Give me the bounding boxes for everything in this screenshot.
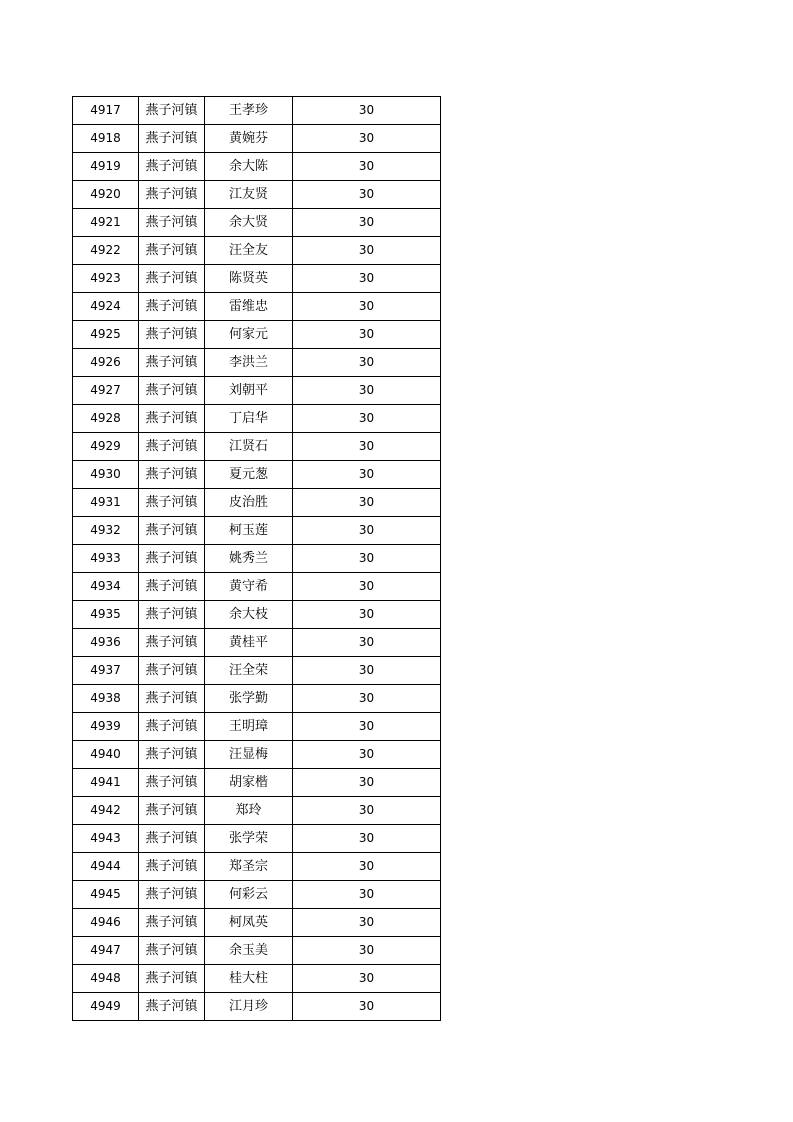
row-town-cell: 燕子河镇 xyxy=(139,825,205,853)
table-row xyxy=(73,657,441,685)
row-town-cell: 燕子河镇 xyxy=(139,377,205,405)
row-name-cell: 余大贤 xyxy=(205,209,293,237)
row-name-cell: 柯凤英 xyxy=(205,909,293,937)
row-town-cell: 燕子河镇 xyxy=(139,713,205,741)
row-amount-cell: 30 xyxy=(293,545,441,573)
table-row xyxy=(73,797,441,825)
row-amount-cell: 30 xyxy=(293,825,441,853)
table-row xyxy=(73,377,441,405)
row-amount-cell: 30 xyxy=(293,377,441,405)
row-id-cell: 4920 xyxy=(73,181,139,209)
table-row xyxy=(73,125,441,153)
row-id-cell: 4922 xyxy=(73,237,139,265)
row-name-cell: 余大枝 xyxy=(205,601,293,629)
row-id-cell: 4918 xyxy=(73,125,139,153)
roster-table-body xyxy=(73,97,441,1021)
row-name-cell: 汪全友 xyxy=(205,237,293,265)
row-amount-cell: 30 xyxy=(293,853,441,881)
row-town-cell: 燕子河镇 xyxy=(139,265,205,293)
table-row xyxy=(73,181,441,209)
row-name-cell: 陈贤英 xyxy=(205,265,293,293)
row-town-cell: 燕子河镇 xyxy=(139,741,205,769)
row-town-cell: 燕子河镇 xyxy=(139,489,205,517)
row-amount-cell: 30 xyxy=(293,405,441,433)
row-id-cell: 4944 xyxy=(73,853,139,881)
row-name-cell: 汪显梅 xyxy=(205,741,293,769)
table-row xyxy=(73,601,441,629)
table-row xyxy=(73,461,441,489)
row-name-cell: 夏元葱 xyxy=(205,461,293,489)
row-id-cell: 4924 xyxy=(73,293,139,321)
row-town-cell: 燕子河镇 xyxy=(139,517,205,545)
row-town-cell: 燕子河镇 xyxy=(139,685,205,713)
table-row xyxy=(73,685,441,713)
row-amount-cell: 30 xyxy=(293,685,441,713)
row-name-cell: 张学荣 xyxy=(205,825,293,853)
row-id-cell: 4917 xyxy=(73,97,139,125)
row-amount-cell: 30 xyxy=(293,657,441,685)
table-row xyxy=(73,853,441,881)
table-row xyxy=(73,153,441,181)
row-town-cell: 燕子河镇 xyxy=(139,237,205,265)
table-row xyxy=(73,433,441,461)
table-row xyxy=(73,713,441,741)
row-town-cell: 燕子河镇 xyxy=(139,349,205,377)
row-town-cell: 燕子河镇 xyxy=(139,545,205,573)
row-id-cell: 4941 xyxy=(73,769,139,797)
row-name-cell: 张学勤 xyxy=(205,685,293,713)
row-name-cell: 何彩云 xyxy=(205,881,293,909)
row-town-cell: 燕子河镇 xyxy=(139,769,205,797)
table-row xyxy=(73,573,441,601)
row-amount-cell: 30 xyxy=(293,601,441,629)
row-amount-cell: 30 xyxy=(293,237,441,265)
table-row xyxy=(73,405,441,433)
row-amount-cell: 30 xyxy=(293,629,441,657)
row-amount-cell: 30 xyxy=(293,265,441,293)
row-id-cell: 4947 xyxy=(73,937,139,965)
row-amount-cell: 30 xyxy=(293,909,441,937)
row-id-cell: 4943 xyxy=(73,825,139,853)
row-amount-cell: 30 xyxy=(293,489,441,517)
table-row xyxy=(73,881,441,909)
row-id-cell: 4946 xyxy=(73,909,139,937)
row-town-cell: 燕子河镇 xyxy=(139,461,205,489)
row-name-cell: 刘朝平 xyxy=(205,377,293,405)
row-name-cell: 汪全荣 xyxy=(205,657,293,685)
row-amount-cell: 30 xyxy=(293,125,441,153)
row-id-cell: 4919 xyxy=(73,153,139,181)
table-row xyxy=(73,965,441,993)
row-id-cell: 4933 xyxy=(73,545,139,573)
row-amount-cell: 30 xyxy=(293,881,441,909)
table-row xyxy=(73,209,441,237)
table-row xyxy=(73,909,441,937)
row-amount-cell: 30 xyxy=(293,433,441,461)
row-amount-cell: 30 xyxy=(293,209,441,237)
row-id-cell: 4928 xyxy=(73,405,139,433)
row-id-cell: 4937 xyxy=(73,657,139,685)
row-town-cell: 燕子河镇 xyxy=(139,125,205,153)
row-id-cell: 4929 xyxy=(73,433,139,461)
row-id-cell: 4934 xyxy=(73,573,139,601)
table-row xyxy=(73,545,441,573)
row-town-cell: 燕子河镇 xyxy=(139,657,205,685)
row-amount-cell: 30 xyxy=(293,797,441,825)
row-amount-cell: 30 xyxy=(293,573,441,601)
row-amount-cell: 30 xyxy=(293,769,441,797)
row-id-cell: 4923 xyxy=(73,265,139,293)
row-id-cell: 4925 xyxy=(73,321,139,349)
row-town-cell: 燕子河镇 xyxy=(139,97,205,125)
table-row xyxy=(73,265,441,293)
row-amount-cell: 30 xyxy=(293,321,441,349)
table-row xyxy=(73,517,441,545)
row-name-cell: 江友贤 xyxy=(205,181,293,209)
row-amount-cell: 30 xyxy=(293,153,441,181)
row-name-cell: 何家元 xyxy=(205,321,293,349)
row-name-cell: 姚秀兰 xyxy=(205,545,293,573)
row-town-cell: 燕子河镇 xyxy=(139,433,205,461)
row-town-cell: 燕子河镇 xyxy=(139,909,205,937)
row-name-cell: 雷维忠 xyxy=(205,293,293,321)
row-id-cell: 4939 xyxy=(73,713,139,741)
row-name-cell: 皮治胜 xyxy=(205,489,293,517)
table-row xyxy=(73,937,441,965)
row-town-cell: 燕子河镇 xyxy=(139,293,205,321)
row-name-cell: 江月珍 xyxy=(205,993,293,1021)
row-name-cell: 桂大柱 xyxy=(205,965,293,993)
row-name-cell: 黄桂平 xyxy=(205,629,293,657)
table-row xyxy=(73,993,441,1021)
row-id-cell: 4938 xyxy=(73,685,139,713)
table-row xyxy=(73,489,441,517)
row-name-cell: 胡家楷 xyxy=(205,769,293,797)
row-id-cell: 4942 xyxy=(73,797,139,825)
table-row xyxy=(73,769,441,797)
row-amount-cell: 30 xyxy=(293,517,441,545)
row-id-cell: 4931 xyxy=(73,489,139,517)
table-row xyxy=(73,97,441,125)
row-amount-cell: 30 xyxy=(293,461,441,489)
row-id-cell: 4930 xyxy=(73,461,139,489)
table-row xyxy=(73,349,441,377)
row-id-cell: 4932 xyxy=(73,517,139,545)
row-id-cell: 4921 xyxy=(73,209,139,237)
row-name-cell: 王孝珍 xyxy=(205,97,293,125)
row-amount-cell: 30 xyxy=(293,993,441,1021)
row-amount-cell: 30 xyxy=(293,937,441,965)
row-name-cell: 余玉美 xyxy=(205,937,293,965)
row-amount-cell: 30 xyxy=(293,181,441,209)
row-town-cell: 燕子河镇 xyxy=(139,629,205,657)
row-id-cell: 4948 xyxy=(73,965,139,993)
row-name-cell: 江贤石 xyxy=(205,433,293,461)
row-id-cell: 4926 xyxy=(73,349,139,377)
row-amount-cell: 30 xyxy=(293,965,441,993)
table-row xyxy=(73,629,441,657)
row-amount-cell: 30 xyxy=(293,713,441,741)
row-name-cell: 郑圣宗 xyxy=(205,853,293,881)
table-row xyxy=(73,237,441,265)
row-town-cell: 燕子河镇 xyxy=(139,321,205,349)
row-town-cell: 燕子河镇 xyxy=(139,797,205,825)
row-id-cell: 4935 xyxy=(73,601,139,629)
row-town-cell: 燕子河镇 xyxy=(139,405,205,433)
table-row xyxy=(73,293,441,321)
row-town-cell: 燕子河镇 xyxy=(139,573,205,601)
row-id-cell: 4945 xyxy=(73,881,139,909)
table-row xyxy=(73,741,441,769)
table-row xyxy=(73,825,441,853)
row-name-cell: 郑玲 xyxy=(205,797,293,825)
row-town-cell: 燕子河镇 xyxy=(139,181,205,209)
row-name-cell: 丁启华 xyxy=(205,405,293,433)
row-town-cell: 燕子河镇 xyxy=(139,853,205,881)
row-town-cell: 燕子河镇 xyxy=(139,153,205,181)
row-name-cell: 余大陈 xyxy=(205,153,293,181)
row-id-cell: 4940 xyxy=(73,741,139,769)
row-town-cell: 燕子河镇 xyxy=(139,601,205,629)
row-amount-cell: 30 xyxy=(293,293,441,321)
row-amount-cell: 30 xyxy=(293,741,441,769)
row-id-cell: 4927 xyxy=(73,377,139,405)
row-name-cell: 柯玉莲 xyxy=(205,517,293,545)
row-id-cell: 4949 xyxy=(73,993,139,1021)
row-town-cell: 燕子河镇 xyxy=(139,209,205,237)
row-id-cell: 4936 xyxy=(73,629,139,657)
table-row xyxy=(73,321,441,349)
row-amount-cell: 30 xyxy=(293,97,441,125)
roster-table xyxy=(72,96,441,1021)
row-name-cell: 黄守希 xyxy=(205,573,293,601)
row-town-cell: 燕子河镇 xyxy=(139,937,205,965)
row-town-cell: 燕子河镇 xyxy=(139,881,205,909)
row-name-cell: 王明璋 xyxy=(205,713,293,741)
row-name-cell: 黄婉芬 xyxy=(205,125,293,153)
row-town-cell: 燕子河镇 xyxy=(139,993,205,1021)
row-amount-cell: 30 xyxy=(293,349,441,377)
row-name-cell: 李洪兰 xyxy=(205,349,293,377)
row-town-cell: 燕子河镇 xyxy=(139,965,205,993)
